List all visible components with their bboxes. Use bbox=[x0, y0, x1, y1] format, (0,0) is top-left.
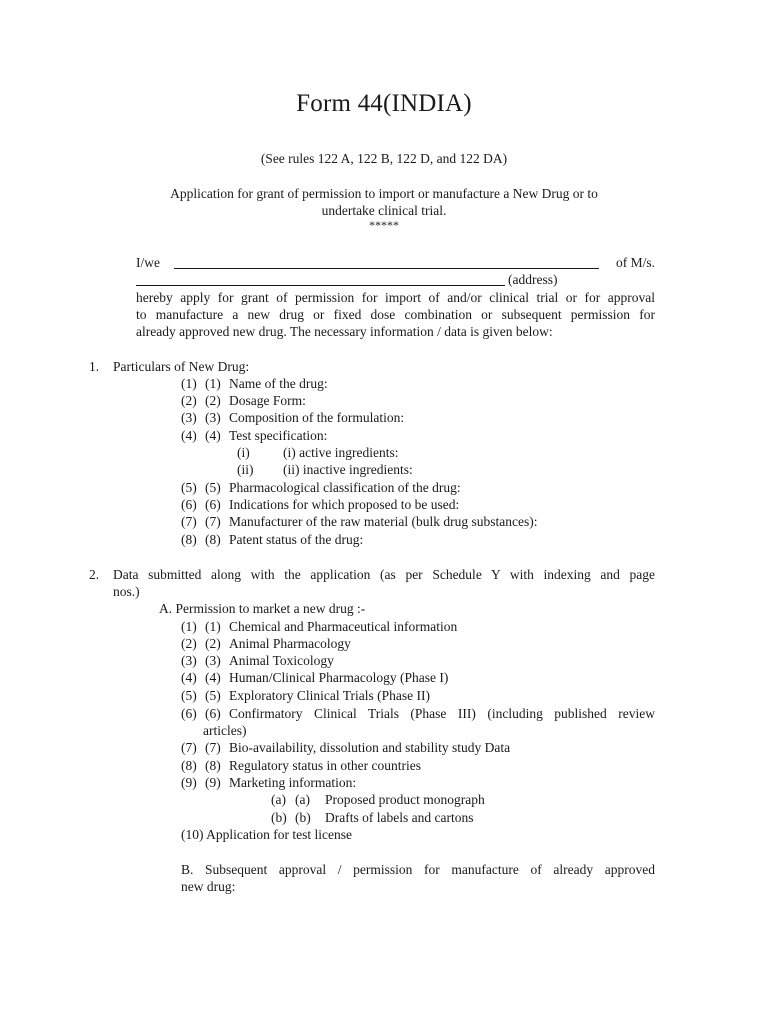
list-item: (4) (4) Test specification: bbox=[181, 428, 328, 443]
list-item: (10) Application for test license bbox=[181, 827, 352, 842]
page-title: Form 44(INDIA) bbox=[296, 90, 472, 117]
declaration-line5: already approved new drug. The necessary information / data is given below: bbox=[136, 324, 553, 339]
section2-title-line1: Data submitted along with the application (as per Schedule Y with indexing and page bbox=[113, 567, 655, 582]
subsection-b-heading: B. Subsequent approval / permission for manufacture of already approved new drug: bbox=[181, 862, 655, 895]
list-item: (5) (5) Exploratory Clinical Trials (Phase II) bbox=[181, 688, 430, 703]
section1-heading bbox=[89, 358, 250, 375]
list-item: (6) (6) Confirmatory Clinical Trials (Phase III) (including published review articles) bbox=[181, 706, 655, 739]
list-item: (3) (3) Animal Toxicology bbox=[181, 653, 334, 668]
list-item: (7) (7) Bio-availability, dissolution and stability study Data bbox=[181, 740, 511, 755]
section2-heading bbox=[89, 566, 655, 601]
section2-number: 2. bbox=[89, 567, 100, 582]
list-item: (4) (4) Human/Clinical Pharmacology (Phase I) bbox=[181, 670, 449, 685]
list-item: (8) (8) Regulatory status in other countries bbox=[181, 758, 421, 773]
list-subitem: (i) (i) active ingredients: bbox=[237, 445, 399, 460]
name-blank-line[interactable] bbox=[174, 255, 599, 269]
rules-reference: (See rules 122 A, 122 B, 122 D, and 122 DA) bbox=[260, 151, 508, 166]
list-subitem: (ii) (ii) inactive ingredients: bbox=[237, 462, 413, 477]
iwe-label: I/we bbox=[136, 255, 160, 270]
declaration-line2 bbox=[136, 271, 655, 289]
list-item: (2) (2) Animal Pharmacology bbox=[181, 636, 351, 651]
subsection-a-heading: A. Permission to market a new drug :- bbox=[159, 601, 366, 616]
list-item: (2) (2) Dosage Form: bbox=[181, 393, 306, 408]
stars-separator: ***** bbox=[369, 218, 399, 232]
declaration-line3: hereby apply for grant of permission for import of and/or clinical trial or for approval bbox=[136, 290, 655, 305]
list-item: (8) (8) Patent status of the drug: bbox=[181, 532, 364, 547]
list-subitem: (a) (a) Proposed product monograph bbox=[271, 792, 485, 807]
declaration-line1 bbox=[136, 254, 655, 272]
list-item: (9) (9) Marketing information: bbox=[181, 775, 357, 790]
list-item: (1) (1) Name of the drug: bbox=[181, 376, 328, 391]
address-blank-line[interactable] bbox=[136, 272, 505, 286]
application-heading-line1: Application for grant of permission to import or manufacture a New Drug or to bbox=[170, 186, 598, 201]
list-item: (1) (1) Chemical and Pharmaceutical information bbox=[181, 619, 458, 634]
of-ms-label: of M/s. bbox=[615, 255, 655, 270]
address-label: (address) bbox=[508, 272, 558, 287]
list-item: (3) (3) Composition of the formulation: bbox=[181, 410, 405, 425]
section1-number: 1. bbox=[89, 359, 100, 374]
declaration-line4: to manufacture a new drug or fixed dose combination or subsequent permission for bbox=[136, 307, 655, 322]
section1-title: Particulars of New Drug: bbox=[113, 359, 250, 374]
list-item: (6) (6) Indications for which proposed to be used: bbox=[181, 497, 460, 512]
list-item: (5) (5) Pharmacological classification of the drug: bbox=[181, 480, 461, 495]
list-item: (7) (7) Manufacturer of the raw material (bulk drug substances): bbox=[181, 514, 538, 529]
section2-title-line2: nos.) bbox=[113, 584, 140, 600]
application-heading-line2: undertake clinical trial. bbox=[321, 203, 447, 218]
list-subitem: (b) (b) Drafts of labels and cartons bbox=[271, 810, 474, 825]
